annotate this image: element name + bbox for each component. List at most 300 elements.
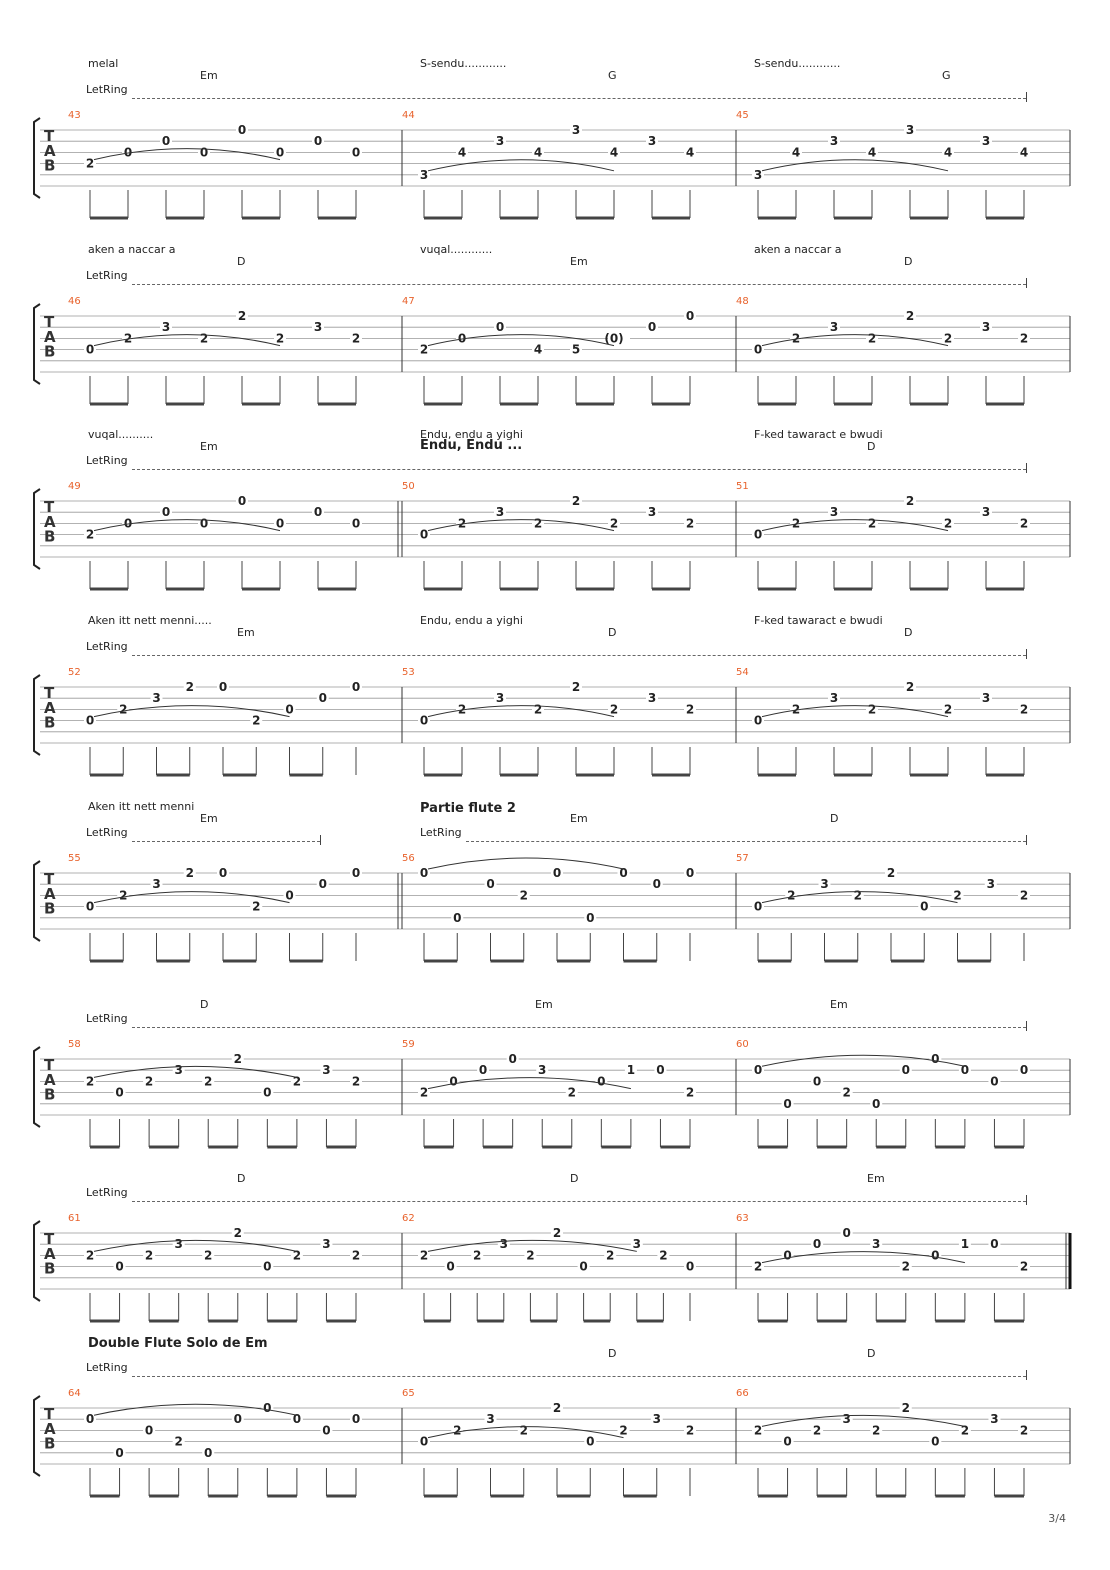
fret-number: 2 [753, 1259, 763, 1274]
fret-number: 0 [478, 1063, 488, 1078]
fret-number: 4 [791, 145, 801, 160]
slur [428, 335, 614, 346]
lyric-text: F-ked tawaract e bwudi [754, 428, 883, 441]
fret-number: 3 [152, 877, 161, 892]
tab-clef-letter: A [44, 884, 56, 903]
fret-number: 0 [419, 527, 429, 542]
fret-number: 0 [753, 713, 763, 728]
tab-clef-letter: B [44, 1434, 56, 1453]
fret-number: 3 [981, 505, 991, 520]
fret-number: 2 [457, 702, 467, 717]
tab-clef-letter: B [44, 899, 56, 918]
slur [762, 1415, 965, 1426]
tab-clef-letter: T [44, 1056, 55, 1075]
tab-clef-letter: T [44, 684, 55, 703]
measure-number: 47 [402, 296, 415, 307]
fret-number: 2 [204, 1074, 213, 1089]
fret-number: 0 [586, 1434, 595, 1449]
fret-number: 0 [218, 680, 228, 694]
fret-number: 2 [901, 1401, 910, 1415]
fret-number: 2 [905, 680, 915, 694]
fret-number: 3 [495, 691, 505, 706]
fret-number: 3 [829, 134, 839, 149]
fret-number: 2 [867, 702, 877, 717]
fret-number: 2 [292, 1074, 302, 1089]
fret-number: 3 [647, 134, 657, 149]
tab-staff [0, 1209, 1110, 1339]
tab-clef-letter: A [44, 512, 56, 531]
fret-number: 2 [85, 156, 95, 171]
fret-number: 0 [586, 910, 595, 925]
fret-number: 2 [609, 702, 619, 717]
let-ring-label: LetRing [86, 640, 128, 653]
fret-number: 2 [419, 1248, 429, 1263]
lyric-text: Aken itt nett menni [88, 800, 195, 813]
measure-number: 58 [68, 1039, 81, 1050]
staff-bracket [34, 1047, 40, 1127]
measure-number: 61 [68, 1213, 81, 1224]
fret-number: 2 [174, 1434, 183, 1449]
fret-number: 0 [457, 331, 467, 346]
fret-number: 0 [783, 1248, 792, 1263]
slur [94, 520, 280, 531]
fret-number: 0 [597, 1074, 606, 1089]
fret-number: 0 [901, 1063, 910, 1078]
fret-number: 0 [619, 866, 628, 880]
fret-number: 0 [85, 899, 95, 914]
tab-system [0, 421, 1110, 607]
fret-number: 2 [552, 1226, 562, 1240]
fret-number: 2 [233, 1052, 242, 1066]
tab-staff [0, 292, 1110, 422]
fret-number: 2 [473, 1248, 482, 1263]
section-title: Partie flute 2 [420, 801, 516, 816]
slur [762, 335, 948, 346]
measure-number: 63 [736, 1213, 749, 1224]
fret-number: 2 [567, 1085, 576, 1100]
fret-number: 3 [152, 691, 161, 706]
fret-number: 3 [174, 1237, 183, 1252]
fret-number: 5 [571, 342, 581, 357]
lyric-text: aken a naccar a [754, 243, 842, 256]
let-ring-end [1026, 278, 1027, 288]
measure-number: 64 [68, 1388, 81, 1399]
fret-number: 0 [351, 516, 361, 531]
measure-number: 54 [736, 667, 749, 678]
fret-number: 2 [233, 1226, 242, 1240]
tab-clef-letter: B [44, 1259, 56, 1278]
slur [428, 520, 614, 531]
let-ring-end [1026, 1370, 1027, 1380]
fret-number: 2 [453, 1423, 462, 1438]
fret-number: 0 [486, 877, 495, 892]
fret-number: 2 [123, 331, 133, 346]
measure-number: 60 [736, 1039, 749, 1050]
fret-number: 0 [419, 713, 429, 728]
fret-number: 0 [351, 145, 361, 160]
tab-clef-letter: T [44, 313, 55, 332]
chord-name: D [904, 255, 913, 268]
let-ring-end [1026, 1195, 1027, 1205]
fret-number: 0 [318, 877, 327, 892]
fret-number: 0 [931, 1248, 940, 1263]
fret-number: 0 [204, 1445, 213, 1460]
staff-bracket [34, 489, 40, 569]
fret-number: 2 [960, 1423, 970, 1438]
fret-number: 2 [787, 888, 796, 903]
let-ring-label: LetRing [86, 83, 128, 96]
fret-number: 0 [313, 505, 323, 520]
measure-number: 46 [68, 296, 81, 307]
lyric-text: melal [88, 57, 119, 70]
fret-number: 2 [351, 1248, 361, 1263]
tab-system [0, 1153, 1110, 1339]
tab-clef-letter: B [44, 156, 56, 175]
fret-number: 3 [322, 1237, 331, 1252]
fret-number: 0 [318, 691, 327, 706]
fret-number: 2 [1019, 1423, 1029, 1438]
fret-number: 3 [829, 320, 839, 335]
fret-number: 2 [533, 516, 543, 531]
measure-number: 66 [736, 1388, 749, 1399]
fret-number: 2 [252, 713, 261, 728]
page-number: 3/4 [1048, 1512, 1066, 1525]
lyric-text: vuqal.......... [88, 428, 154, 441]
fret-number: 0 [85, 342, 95, 357]
chord-name: Em [830, 998, 848, 1011]
measure-number: 48 [736, 296, 749, 307]
tab-clef-letter: B [44, 1085, 56, 1104]
fret-number: 2 [457, 516, 467, 531]
fret-number: 2 [552, 1401, 562, 1415]
tab-staff [0, 663, 1110, 793]
measure-number: 65 [402, 1388, 415, 1399]
let-ring-end [1026, 463, 1027, 473]
fret-number: 0 [237, 494, 247, 508]
chord-name: Em [570, 812, 588, 825]
fret-number: 2 [292, 1248, 302, 1263]
chord-name: D [570, 1172, 579, 1185]
fret-number: 2 [606, 1248, 615, 1263]
fret-number: 3 [829, 505, 839, 520]
slur [94, 335, 280, 346]
fret-number: 0 [508, 1052, 517, 1066]
fret-number: 2 [753, 1423, 763, 1438]
let-ring-line [132, 841, 320, 842]
fret-number: 2 [867, 331, 877, 346]
staff-bracket [34, 304, 40, 384]
chord-name: D [867, 1347, 876, 1360]
let-ring-line [132, 1027, 1026, 1028]
tab-system [0, 607, 1110, 793]
fret-number: 1 [960, 1237, 970, 1252]
fret-number: 0 [419, 866, 429, 880]
fret-number: 0 [872, 1096, 881, 1111]
fret-number: 3 [499, 1237, 508, 1252]
fret-number: 0 [931, 1052, 940, 1066]
measure-number: 55 [68, 853, 81, 864]
fret-number: 0 [85, 713, 95, 728]
fret-number: 0 [842, 1226, 851, 1240]
fret-number: 2 [905, 494, 915, 508]
fret-number: 2 [571, 680, 581, 694]
fret-number: 2 [791, 516, 801, 531]
measure-number: 50 [402, 481, 415, 492]
chord-name: Em [570, 255, 588, 268]
staff-bracket [34, 1396, 40, 1476]
chord-name: D [608, 1347, 617, 1360]
tab-system [0, 50, 1110, 236]
fret-number: 0 [161, 134, 171, 149]
fret-number: 0 [449, 1074, 458, 1089]
fret-number: 0 [960, 1063, 970, 1078]
fret-number: 0 [322, 1423, 331, 1438]
fret-number: 0 [351, 680, 361, 694]
fret-number: 3 [313, 320, 323, 335]
fret-number: 1 [626, 1063, 636, 1078]
fret-number: 2 [85, 527, 95, 542]
slur [94, 1066, 297, 1077]
fret-number: 2 [519, 1423, 528, 1438]
fret-number: 2 [867, 516, 877, 531]
fret-number: 2 [419, 1085, 429, 1100]
fret-number: 2 [685, 1423, 695, 1438]
fret-number: 0 [419, 1434, 429, 1449]
fret-number: 0 [85, 1412, 95, 1427]
fret-number: 3 [981, 691, 991, 706]
fret-number: 3 [829, 691, 839, 706]
fret-number: 4 [943, 145, 953, 160]
fret-number: 2 [571, 494, 581, 508]
fret-number: 2 [533, 702, 543, 717]
fret-number: 2 [519, 888, 528, 903]
fret-number: 3 [652, 1412, 661, 1427]
fret-number: 0 [233, 1412, 242, 1427]
fret-number: 2 [685, 516, 695, 531]
fret-number: 2 [685, 702, 695, 717]
fret-number: 0 [920, 899, 929, 914]
let-ring-label: LetRing [86, 1186, 128, 1199]
fret-number: 2 [943, 516, 953, 531]
chord-name: D [867, 440, 876, 453]
let-ring-line [466, 841, 1026, 842]
fret-number: 2 [144, 1248, 154, 1263]
fret-number: 0 [990, 1237, 999, 1252]
fret-number: 3 [419, 167, 429, 182]
tab-system [0, 236, 1110, 422]
fret-number: 2 [791, 702, 801, 717]
lyric-text: S-sendu............ [420, 57, 507, 70]
tab-clef-letter: A [44, 327, 56, 346]
fret-number: 0 [161, 505, 171, 520]
fret-number: 0 [685, 866, 695, 880]
chord-name: D [830, 812, 839, 825]
fret-number: 2 [791, 331, 801, 346]
fret-number: 3 [753, 167, 763, 182]
chord-name: G [608, 69, 617, 82]
let-ring-line [132, 655, 1026, 656]
fret-number: 3 [495, 505, 505, 520]
fret-number: 2 [1019, 331, 1029, 346]
fret-number: 2 [1019, 702, 1029, 717]
fret-number: 0 [495, 320, 505, 335]
measure-number: 45 [736, 110, 749, 121]
fret-number: 4 [685, 145, 695, 160]
fret-number: 2 [886, 866, 896, 880]
chord-name: Em [200, 69, 218, 82]
lyric-text: aken a naccar a [88, 243, 176, 256]
slur [762, 160, 948, 171]
fret-number: 3 [486, 1412, 495, 1427]
tab-clef-letter: T [44, 498, 55, 517]
fret-number: 2 [901, 1259, 910, 1274]
fret-number: 2 [943, 702, 953, 717]
let-ring-end [320, 835, 321, 845]
measure-number: 49 [68, 481, 81, 492]
measure-number: 57 [736, 853, 749, 864]
fret-number: 0 [685, 1259, 695, 1274]
fret-number: 3 [571, 123, 581, 137]
fret-number: 0 [263, 1401, 272, 1415]
fret-number: 0 [783, 1096, 792, 1111]
fret-number: 2 [351, 1074, 361, 1089]
fret-number: 0 [115, 1085, 124, 1100]
fret-number: 2 [185, 866, 194, 880]
fret-number: 4 [533, 145, 543, 160]
fret-number: 3 [905, 123, 915, 137]
fret-number: 3 [647, 691, 657, 706]
fret-number: (0) [604, 331, 624, 346]
tab-system [0, 793, 1110, 979]
staff-bracket [34, 1221, 40, 1301]
tab-clef-letter: B [44, 527, 56, 546]
measure-number: 43 [68, 110, 81, 121]
tab-staff [0, 477, 1110, 607]
tab-system [0, 1328, 1110, 1514]
slur [762, 520, 948, 531]
tab-staff [0, 1384, 1110, 1514]
fret-number: 2 [419, 342, 429, 357]
fret-number: 3 [538, 1063, 547, 1078]
fret-number: 0 [647, 320, 657, 335]
fret-number: 0 [123, 516, 133, 531]
fret-number: 2 [351, 331, 361, 346]
lyric-text: vuqal............ [420, 243, 493, 256]
tab-clef-letter: T [44, 127, 55, 146]
lyric-text: S-sendu............ [754, 57, 841, 70]
fret-number: 2 [659, 1248, 668, 1263]
measure-number: 52 [68, 667, 81, 678]
slur [428, 160, 614, 171]
fret-number: 2 [237, 309, 247, 323]
let-ring-end [1026, 649, 1027, 659]
fret-number: 2 [953, 888, 962, 903]
fret-number: 2 [144, 1074, 154, 1089]
measure-number: 62 [402, 1213, 415, 1224]
fret-number: 0 [123, 145, 133, 160]
section-title: Double Flute Solo de Em [88, 1336, 268, 1351]
tab-staff [0, 106, 1110, 236]
let-ring-end [1026, 1021, 1027, 1031]
tab-staff [0, 1035, 1110, 1165]
tab-clef-letter: A [44, 1419, 56, 1438]
lyric-text: Aken itt nett menni..... [88, 614, 212, 627]
chord-name: D [904, 626, 913, 639]
tab-clef-letter: T [44, 870, 55, 889]
fret-number: 2 [252, 899, 261, 914]
slur [94, 149, 280, 160]
staff-bracket [34, 861, 40, 941]
fret-number: 0 [275, 516, 285, 531]
measure-number: 53 [402, 667, 415, 678]
fret-number: 2 [943, 331, 953, 346]
chord-name: D [237, 1172, 246, 1185]
fret-number: 0 [685, 309, 695, 323]
tab-clef-letter: T [44, 1405, 55, 1424]
slur [94, 1240, 297, 1251]
fret-number: 2 [85, 1074, 95, 1089]
let-ring-label: LetRing [86, 454, 128, 467]
fret-number: 2 [199, 331, 209, 346]
tab-clef-letter: T [44, 1230, 55, 1249]
fret-number: 0 [753, 342, 763, 357]
fret-number: 2 [1019, 888, 1029, 903]
chord-name: Em [535, 998, 553, 1011]
fret-number: 0 [656, 1063, 665, 1078]
fret-number: 2 [204, 1248, 213, 1263]
chord-name: D [200, 998, 209, 1011]
fret-number: 3 [820, 877, 829, 892]
fret-number: 0 [218, 866, 228, 880]
let-ring-label: LetRing [86, 1012, 128, 1025]
tab-clef-letter: A [44, 1244, 56, 1263]
fret-number: 0 [115, 1259, 124, 1274]
fret-number: 2 [185, 680, 194, 694]
fret-number: 0 [783, 1434, 792, 1449]
let-ring-line [132, 284, 1026, 285]
lyric-text: Endu, endu a yighi [420, 428, 523, 441]
fret-number: 3 [842, 1412, 851, 1427]
chord-name: Em [200, 440, 218, 453]
fret-number: 0 [753, 1063, 763, 1078]
let-ring-label: LetRing [420, 826, 462, 839]
fret-number: 0 [285, 702, 294, 717]
fret-number: 0 [263, 1085, 272, 1100]
fret-number: 3 [872, 1237, 881, 1252]
fret-number: 2 [85, 1248, 95, 1263]
fret-number: 4 [533, 342, 543, 357]
let-ring-label: LetRing [86, 269, 128, 282]
fret-number: 3 [990, 1412, 999, 1427]
fret-number: 0 [652, 877, 661, 892]
fret-number: 0 [115, 1445, 124, 1460]
staff-bracket [34, 118, 40, 198]
fret-number: 3 [322, 1063, 331, 1078]
let-ring-line [132, 1376, 1026, 1377]
fret-number: 0 [812, 1237, 822, 1252]
fret-number: 0 [144, 1423, 154, 1438]
slur [428, 706, 614, 717]
fret-number: 0 [1019, 1063, 1029, 1078]
fret-number: 0 [552, 866, 562, 880]
fret-number: 0 [931, 1434, 940, 1449]
fret-number: 0 [351, 1412, 361, 1427]
chord-name: Em [867, 1172, 885, 1185]
tab-clef-letter: A [44, 698, 56, 717]
let-ring-end [1026, 92, 1027, 102]
fret-number: 0 [313, 134, 323, 149]
fret-number: 3 [174, 1063, 183, 1078]
